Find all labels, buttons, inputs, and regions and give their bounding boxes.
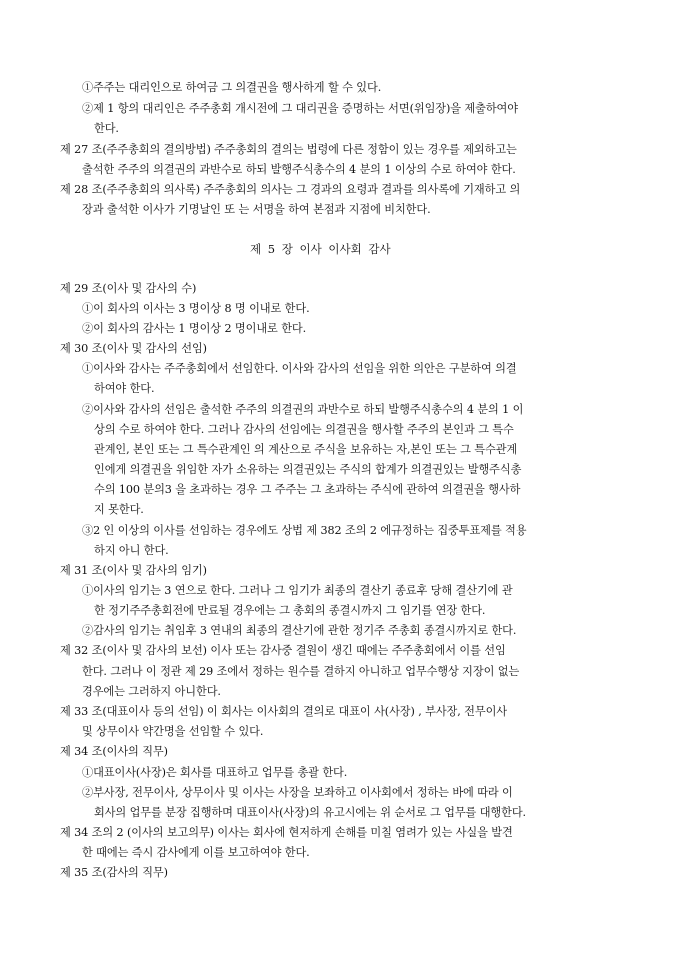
text-line: 한 정기주주총회전에 만료될 경우에는 그 총회의 종결시까지 그 임기를 연장 한다. [94,604,486,617]
text-line: 제 30 조(이사 및 감사의 선임) [60,342,207,355]
text-line: 제 35 조(감사의 직무) [60,866,168,879]
text-line: 제 28 조(주주총회의 의사록) 주주총회의 의사는 그 경과의 요령과 결과를 의사록에 기재하고 의 [60,183,521,196]
text-line: 한 때에는 즉시 감사에게 이를 보고하여야 한다. [82,846,310,859]
text-line: ①이사의 임기는 3 연으로 한다. 그러나 그 임기가 최종의 결산기 종료후 당해 결산기에 관 [82,584,513,597]
text-line: 하여야 한다. [94,382,155,395]
text-line: 제 31 조(이사 및 감사의 임기) [60,564,207,577]
text-line: ②감사의 임기는 취임후 3 연내의 최종의 결산기에 관한 정기주 주총회 종결시까지로 한다. [82,624,517,637]
text-line: ①주주는 대리인으로 하여금 그 의결권을 행사하게 할 수 있다. [82,81,382,94]
text-line: 및 상무이사 약간명을 선임할 수 있다. [82,725,264,738]
text-line: 지 못한다. [94,503,144,516]
text-line: 하지 아니 한다. [94,544,169,557]
text-line: ②제 1 항의 대리인은 주주총회 개시전에 그 대리권을 증명하는 서면(위임장)을 제출하여야 [82,102,518,115]
text-line: 한다. 그러나 이 정관 제 29 조에서 정하는 원수를 결하지 아니하고 업무수행상 지장이 없는 [82,665,520,678]
text-line: ②이 회사의 감사는 1 명이상 2 명이내로 한다. [82,322,307,335]
text-line: 제 32 조(이사 및 감사의 보선) 이사 또는 감사중 결원이 생긴 때에는 주주총회에서 이를 선임 [60,644,506,657]
chapter-heading: 제 5 장 이사 이사회 감사 [250,242,391,256]
text-line: 인에게 의결권을 위임한 자가 소유하는 의결권있는 주식의 합계가 의결권있는 발행주식총 [94,463,522,476]
text-line: ③2 인 이상의 이사를 선임하는 경우에도 상법 제 382 조의 2 에규정하는 집중투표제를 적용 [82,524,527,537]
text-line: 제 34 조(이사의 직무) [60,745,168,758]
text-line: ②이사와 감사의 선임은 출석한 주주의 의결권의 과반수로 하되 발행주식총수의 4 분의 1 이 [82,403,524,416]
text-line: 경우에는 그러하지 아니한다. [82,685,221,698]
text-line: 회사의 업무를 분장 집행하며 대표이사(사장)의 유고시에는 위 순서로 그 업무를 대행한다. [94,806,527,819]
text-line: ①이 회사의 이사는 3 명이상 8 명 이내로 한다. [82,302,310,315]
text-line: 상의 수로 하여야 한다. 그러나 감사의 선임에는 의결권을 행사할 주주의 본인과 그 특수 [94,423,514,436]
text-line: ①대표이사(사장)은 회사를 대표하고 업무를 총괄 한다. [82,766,348,779]
text-line: 관계인, 본인 또는 그 특수관계인 의 계산으로 주식을 보유하는 자,본인 또는 그 특수관계 [94,443,518,456]
text-line: 장과 출석한 이사가 기명날인 또 는 서명을 하여 본점과 지점에 비치한다. [82,203,431,216]
text-line: 출석한 주주의 의결권의 과반수로 하되 발행주식총수의 4 분의 1 이상의 수로 하여야 한다. [82,163,516,176]
text-line: 제 27 조(주주총회의 결의방법) 주주총회의 결의는 법령에 다른 정함이 있는 경우를 제외하고는 [60,143,517,156]
text-line: ①이사와 감사는 주주총회에서 선임한다. 이사와 감사의 선임을 위한 의안은 구분하여 의결 [82,362,517,375]
text-line: 제 33 조(대표이사 등의 선임) 이 회사는 이사회의 결의로 대표이 사(사장) , 부사장, 전무이사 [60,705,507,718]
text-line: 수의 100 분의3 을 초과하는 경우 그 주주는 그 초과하는 주식에 관하여 의결권을 행사하 [94,483,521,496]
text-line: ②부사장, 전무이사, 상무이사 및 이사는 사장을 보좌하고 이사회에서 정하는 바에 따라 이 [82,786,513,799]
text-line: 제 34 조의 2 (이사의 보고의무) 이사는 회사에 현저하게 손해를 미칠 염려가 있는 사실을 발견 [60,826,513,839]
text-line: 한다. [94,122,119,135]
text-line: 제 29 조(이사 및 감사의 수) [60,282,197,295]
